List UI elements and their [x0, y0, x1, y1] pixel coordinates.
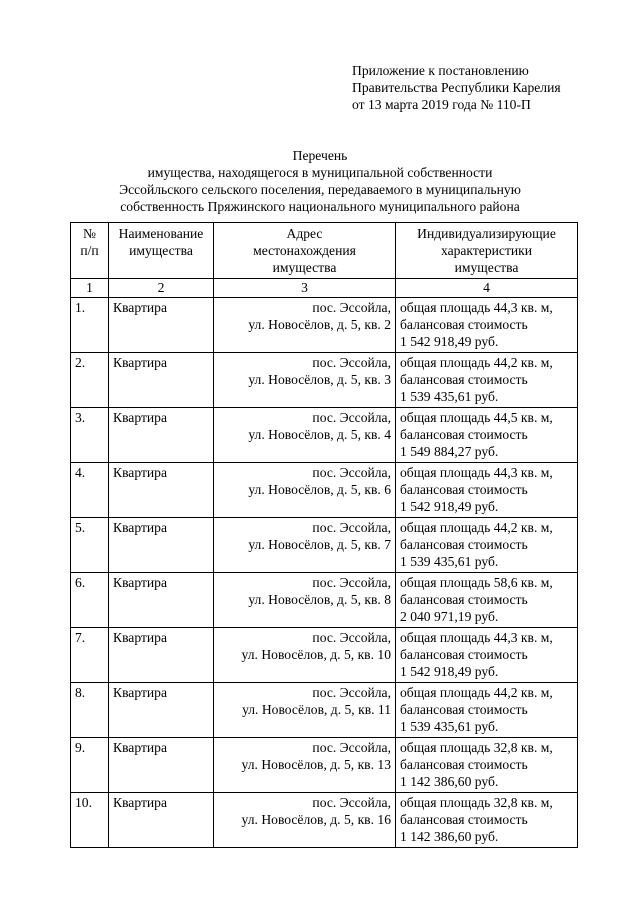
table-row [71, 408, 578, 463]
characteristic-line: общая площадь 44,2 кв. м, [400, 685, 553, 700]
document-title [0, 147, 640, 215]
characteristic-line: балансовая стоимость [400, 647, 528, 662]
address-line: пос. Эссойла, [312, 410, 391, 425]
characteristic-line: общая площадь 44,3 кв. м, [400, 300, 553, 315]
table-row [71, 628, 578, 683]
property-characteristics [396, 353, 578, 408]
header-characteristics: Индивидуализирующие характеристики имущества [396, 223, 578, 279]
property-characteristics [396, 573, 578, 628]
property-address [214, 463, 396, 518]
characteristic-line: 1 542 918,49 руб. [400, 499, 499, 514]
address-line: ул. Новосёлов, д. 5, кв. 13 [241, 757, 391, 772]
row-number: 10. [71, 793, 109, 848]
address-line: ул. Новосёлов, д. 5, кв. 2 [248, 317, 391, 332]
address-line: ул. Новосёлов, д. 5, кв. 11 [242, 702, 391, 717]
property-name: Квартира [109, 353, 214, 408]
table-header-row [71, 223, 578, 279]
property-characteristics [396, 738, 578, 793]
characteristic-line: балансовая стоимость [400, 372, 528, 387]
characteristic-line: общая площадь 44,3 кв. м, [400, 630, 553, 645]
characteristic-line: балансовая стоимость [400, 592, 528, 607]
characteristic-line: 1 142 386,60 руб. [400, 774, 499, 789]
address-line: ул. Новосёлов, д. 5, кв. 3 [248, 372, 391, 387]
table-row [71, 793, 578, 848]
address-line: пос. Эссойла, [312, 300, 391, 315]
property-name: Квартира [109, 298, 214, 353]
address-line: пос. Эссойла, [312, 520, 391, 535]
characteristic-line: 1 549 884,27 руб. [400, 444, 499, 459]
characteristic-line: балансовая стоимость [400, 702, 528, 717]
property-address [214, 628, 396, 683]
table-row [71, 738, 578, 793]
characteristic-line: 1 142 386,60 руб. [400, 829, 499, 844]
characteristic-line: балансовая стоимость [400, 537, 528, 552]
property-name: Квартира [109, 463, 214, 518]
property-name: Квартира [109, 738, 214, 793]
table-row [71, 463, 578, 518]
address-line: пос. Эссойла, [312, 465, 391, 480]
appendix-reference [352, 62, 622, 113]
property-name: Квартира [109, 628, 214, 683]
row-number: 9. [71, 738, 109, 793]
address-line: ул. Новосёлов, д. 5, кв. 6 [248, 482, 391, 497]
characteristic-line: 1 542 918,49 руб. [400, 664, 499, 679]
address-line: пос. Эссойла, [312, 685, 391, 700]
header-address: Адрес местонахождения имущества [214, 223, 396, 279]
characteristic-line: 1 539 435,61 руб. [400, 554, 499, 569]
characteristic-line: общая площадь 44,5 кв. м, [400, 410, 553, 425]
property-characteristics [396, 463, 578, 518]
address-line: ул. Новосёлов, д. 5, кв. 10 [241, 647, 391, 662]
property-characteristics [396, 628, 578, 683]
address-line: пос. Эссойла, [312, 630, 391, 645]
address-line: ул. Новосёлов, д. 5, кв. 16 [241, 812, 391, 827]
row-number: 4. [71, 463, 109, 518]
property-characteristics [396, 298, 578, 353]
address-line: ул. Новосёлов, д. 5, кв. 7 [248, 537, 391, 552]
characteristic-line: общая площадь 44,2 кв. м, [400, 520, 553, 535]
appendix-line: Правительства Республики Карелия [352, 80, 561, 95]
column-number: 3 [214, 279, 396, 298]
table-row [71, 298, 578, 353]
characteristic-line: балансовая стоимость [400, 757, 528, 772]
address-line: пос. Эссойла, [312, 795, 391, 810]
appendix-line: от 13 марта 2019 года № 110-П [352, 97, 531, 112]
property-address [214, 573, 396, 628]
address-line: ул. Новосёлов, д. 5, кв. 8 [248, 592, 391, 607]
characteristic-line: общая площадь 32,8 кв. м, [400, 740, 553, 755]
row-number: 3. [71, 408, 109, 463]
property-characteristics [396, 793, 578, 848]
header-number: № п/п [71, 223, 109, 279]
table-row [71, 518, 578, 573]
address-line: пос. Эссойла, [312, 575, 391, 590]
property-address [214, 518, 396, 573]
table-row [71, 573, 578, 628]
row-number: 6. [71, 573, 109, 628]
property-name: Квартира [109, 573, 214, 628]
characteristic-line: балансовая стоимость [400, 482, 528, 497]
property-address [214, 738, 396, 793]
characteristic-line: общая площадь 44,2 кв. м, [400, 355, 553, 370]
header-name: Наименование имущества [109, 223, 214, 279]
column-number: 2 [109, 279, 214, 298]
row-number: 7. [71, 628, 109, 683]
property-address [214, 353, 396, 408]
row-number: 1. [71, 298, 109, 353]
row-number: 2. [71, 353, 109, 408]
table-row [71, 353, 578, 408]
characteristic-line: общая площадь 44,3 кв. м, [400, 465, 553, 480]
appendix-line: Приложение к постановлению [352, 63, 529, 78]
row-number: 5. [71, 518, 109, 573]
property-table [70, 222, 578, 848]
characteristic-line: балансовая стоимость [400, 427, 528, 442]
table-row [71, 683, 578, 738]
property-characteristics [396, 683, 578, 738]
title-line: имущества, находящегося в муниципальной собственности [147, 165, 493, 180]
characteristic-line: общая площадь 32,8 кв. м, [400, 795, 553, 810]
property-name: Квартира [109, 518, 214, 573]
property-name: Квартира [109, 683, 214, 738]
property-address [214, 298, 396, 353]
characteristic-line: 2 040 971,19 руб. [400, 609, 499, 624]
property-characteristics [396, 518, 578, 573]
title-line: собственность Пряжинского национального муниципального района [120, 199, 520, 214]
property-characteristics [396, 408, 578, 463]
table-body [71, 298, 578, 848]
characteristic-line: 1 539 435,61 руб. [400, 389, 499, 404]
address-line: ул. Новосёлов, д. 5, кв. 4 [248, 427, 391, 442]
property-name: Квартира [109, 408, 214, 463]
column-number-row [71, 279, 578, 298]
property-address [214, 793, 396, 848]
address-line: пос. Эссойла, [312, 355, 391, 370]
property-name: Квартира [109, 793, 214, 848]
title-line: Эссойльского сельского поселения, передаваемого в муниципальную [119, 182, 521, 197]
property-address [214, 683, 396, 738]
characteristic-line: балансовая стоимость [400, 812, 528, 827]
column-number: 1 [71, 279, 109, 298]
characteristic-line: 1 542 918,49 руб. [400, 334, 499, 349]
property-address [214, 408, 396, 463]
title-line: Перечень [292, 148, 348, 163]
characteristic-line: общая площадь 58,6 кв. м, [400, 575, 553, 590]
characteristic-line: 1 539 435,61 руб. [400, 719, 499, 734]
address-line: пос. Эссойла, [312, 740, 391, 755]
row-number: 8. [71, 683, 109, 738]
column-number: 4 [396, 279, 578, 298]
characteristic-line: балансовая стоимость [400, 317, 528, 332]
